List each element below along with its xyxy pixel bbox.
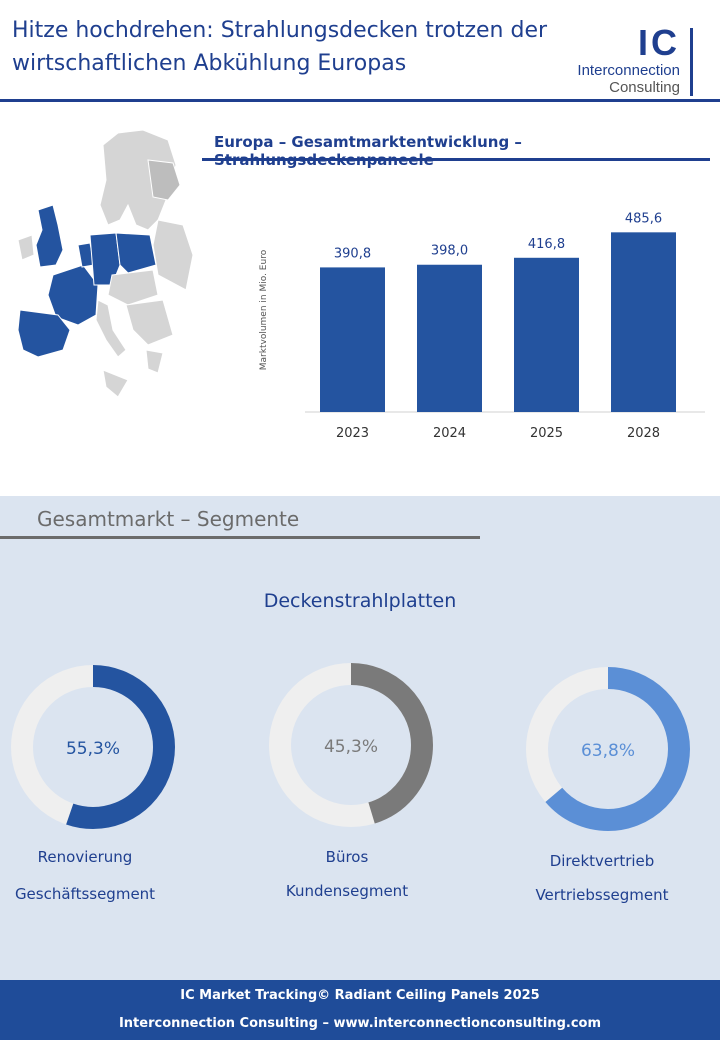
x-tick-label-2024: 2024 xyxy=(432,426,467,441)
y-axis-label: Marktvolumen in Mio. Euro xyxy=(259,249,269,371)
header-divider xyxy=(0,99,720,102)
logo-bar xyxy=(690,28,693,96)
chart-title-divider xyxy=(202,158,710,161)
chart-title: Europa – Gesamtmarktentwicklung – xyxy=(214,133,522,151)
bar-chart-svg xyxy=(240,180,710,460)
logo-mark: IC xyxy=(638,22,680,63)
donut-renovierung xyxy=(8,662,178,832)
header xyxy=(0,0,720,102)
donut-category-renovierung: Geschäftssegment xyxy=(14,885,156,903)
bar-2025 xyxy=(514,258,579,412)
donut-direktvertrieb xyxy=(523,664,693,834)
footer xyxy=(0,980,720,1040)
bar-value-label-2028: 485,6 xyxy=(624,211,663,227)
donut-category-bueros: Kundensegment xyxy=(285,882,409,900)
bar-value-label-2024: 398,0 xyxy=(430,243,469,259)
bar-chart xyxy=(240,180,710,460)
bar-2028 xyxy=(611,232,676,412)
logo-line2: Consulting xyxy=(609,79,680,96)
segment-title-divider xyxy=(0,536,480,539)
x-tick-label-2028: 2028 xyxy=(626,426,661,441)
company-logo[interactable] xyxy=(560,24,710,96)
donut-value-renovierung: 55,3% xyxy=(65,739,121,759)
donut-group-title: Deckenstrahlplatten xyxy=(263,590,457,612)
europe-map-icon xyxy=(8,125,198,405)
x-tick-label-2025: 2025 xyxy=(529,426,564,441)
bar-2023 xyxy=(320,267,385,412)
footer-website-link[interactable]: Interconnection Consulting – www.interconnectionconsulting.com xyxy=(118,1016,602,1031)
bar-value-label-2023: 390,8 xyxy=(333,246,372,262)
donut-bueros xyxy=(266,660,436,830)
donut-value-direktvertrieb: 63,8% xyxy=(580,741,636,761)
donut-category-direktvertrieb: Vertriebssegment xyxy=(535,886,669,904)
donut-name-direktvertrieb: Direktvertrieb xyxy=(549,852,655,870)
donut-name-bueros: Büros xyxy=(325,848,369,866)
x-tick-label-2023: 2023 xyxy=(335,426,370,441)
segment-section-title: Gesamtmarkt – Segmente xyxy=(37,507,300,531)
bar-value-label-2025: 416,8 xyxy=(527,236,566,252)
page-title: Hitze hochdrehen: Strahlungsdecken trotzen der wirtschaftlichen Abkühlung Europas xyxy=(12,18,548,76)
donut-name-renovierung: Renovierung xyxy=(37,848,133,866)
footer-copyright: IC Market Tracking© Radiant Ceiling Panels 2025 xyxy=(180,988,540,1003)
donut-value-bueros: 45,3% xyxy=(323,737,379,757)
logo-line1: Interconnection xyxy=(577,62,680,79)
bar-2024 xyxy=(417,265,482,412)
